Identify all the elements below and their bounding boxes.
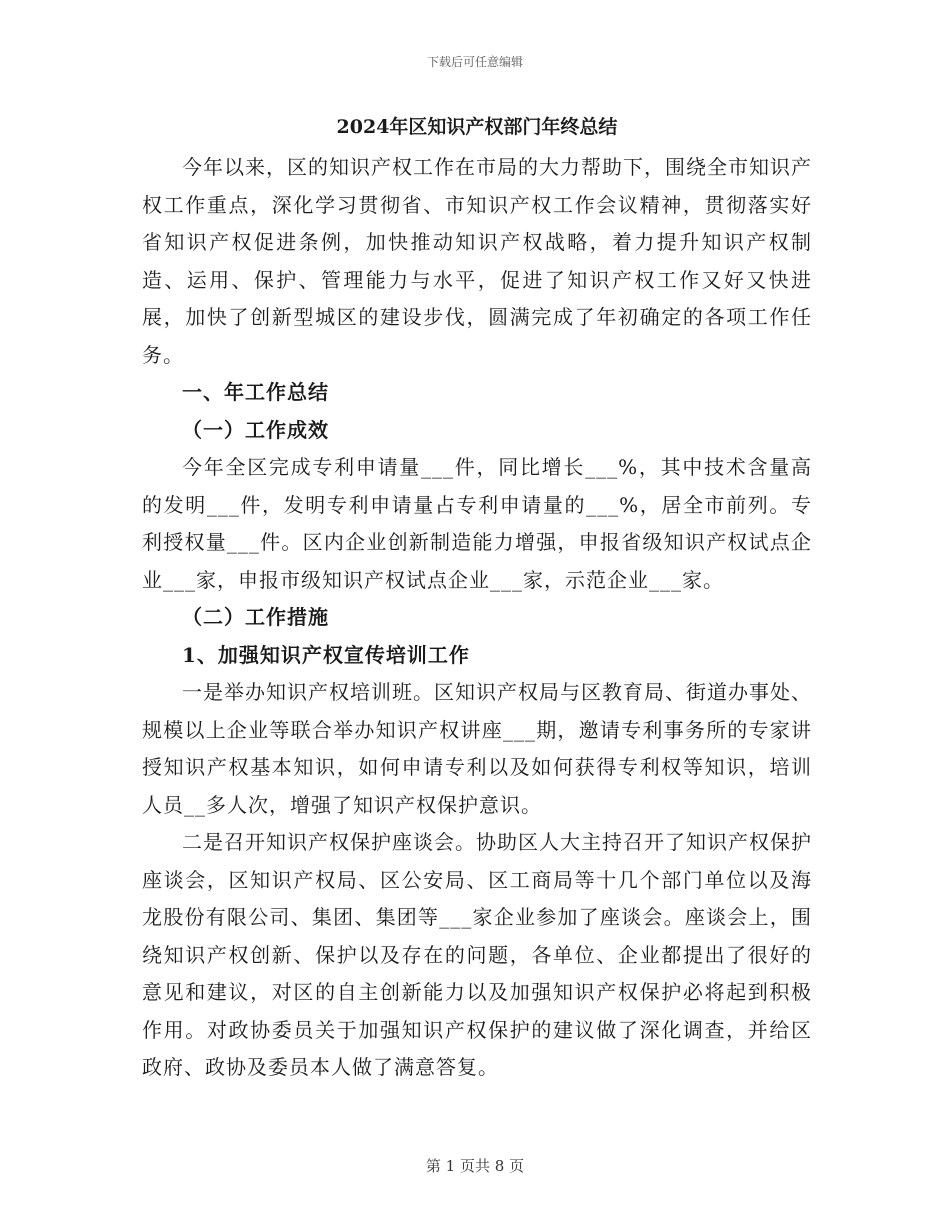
page-footer: 第 1 页共 8 页 (425, 1157, 525, 1175)
document-body (142, 113, 812, 1087)
item-heading-publicity-training: 1、加强知识产权宣传培训工作 (182, 642, 470, 667)
header-note: 下载后可任意编辑 (426, 55, 523, 69)
subsection-heading-measures: （二）工作措施 (182, 605, 329, 629)
paragraph-symposium: 二是召开知识产权保护座谈会。协助区人大主持召开了知识产权保护座谈会，区知识产权局、区公安局、区工商局等十几个部门单位以及海龙股份有限公司、集团、集团等___家企业参加了座谈会。座谈会上，围绕知识产权创新、保护以及存在的问题，各单位、企业都提出了很好的意见和建议，对区的自主创新能力以及加强知识产权保护必将起到积极作用。对政协委员关于加强知识产权保护的建议做了深化调查，并给区政府、政协及委员本人做了满意答复。 (142, 830, 812, 1079)
section-heading-annual-summary: 一、年工作总结 (182, 380, 329, 404)
paragraph-training-class: 一是举办知识产权培训班。区知识产权局与区教育局、街道办事处、规模以上企业等联合举办知识产权讲座___期，邀请专利事务所的专家讲授知识产权基本知识，如何申请专利以及如何获得专利权等知识，培训人员__多人次，增强了知识产权保护意识。 (142, 680, 812, 817)
paragraph-results: 今年全区完成专利申请量___件，同比增长___%，其中技术含量高的发明___件，发明专利申请量占专利申请量的___%，居全市前列。专利授权量___件。区内企业创新制造能力增强，申报省级知识产权试点企业___家，申报市级知识产权试点企业___家，示范企业___家。 (142, 455, 812, 592)
subsection-heading-results: （一）工作成效 (182, 417, 329, 442)
document-title: 2024年区知识产权部门年终总结 (336, 116, 618, 138)
paragraph-intro: 今年以来，区的知识产权工作在市局的大力帮助下，围绕全市知识产权工作重点，深化学习贯彻省、市知识产权工作会议精神，贯彻落实好省知识产权促进条例，加快推动知识产权战略，着力提升知识产权制造、运用、保护、管理能力与水平，促进了知识产权工作又好又快进展，加快了创新型城区的建设步伐，圆满完成了年初确定的各项工作任务。 (142, 155, 812, 367)
